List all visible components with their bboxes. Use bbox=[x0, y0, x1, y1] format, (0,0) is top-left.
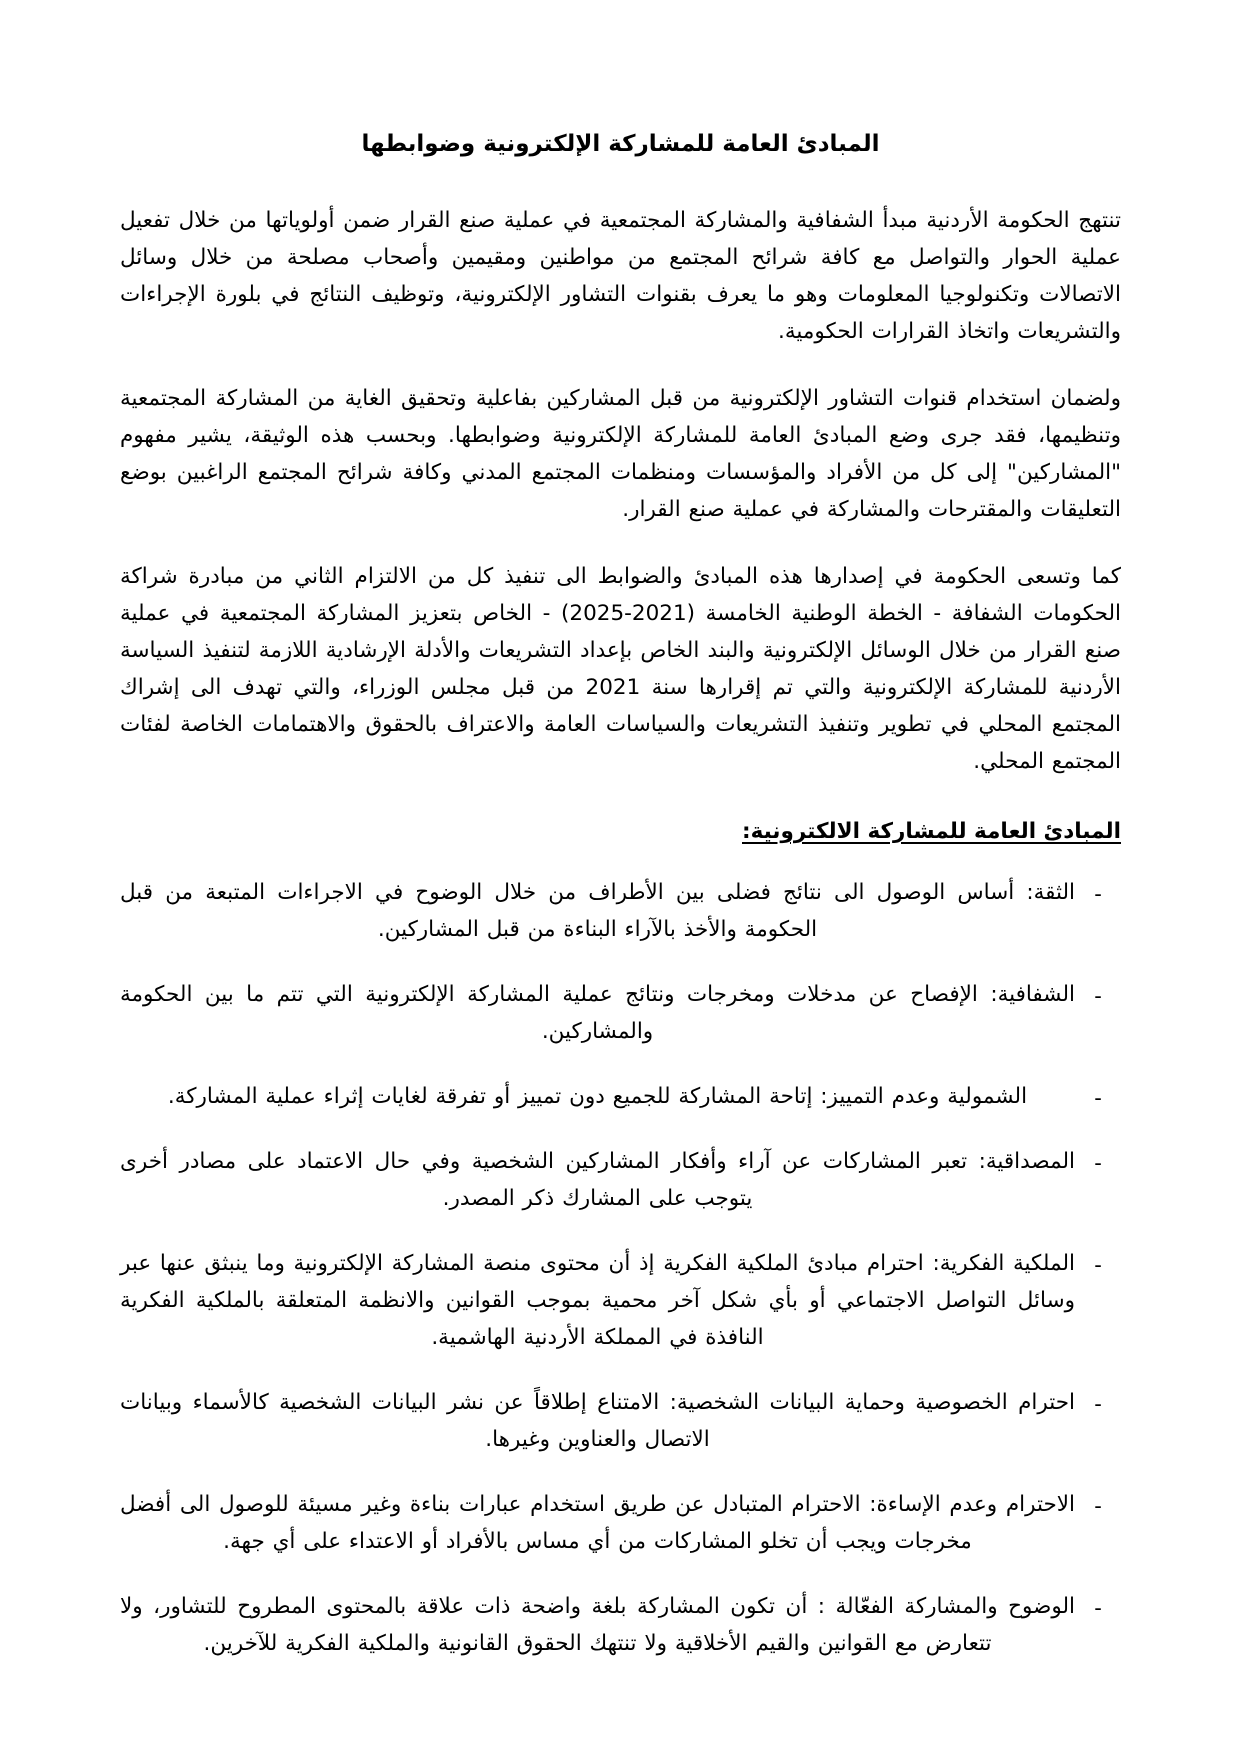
list-item bbox=[120, 1079, 1121, 1116]
list-bullet-marker: - bbox=[1094, 1392, 1102, 1417]
list-bullet-marker: - bbox=[1094, 1151, 1102, 1176]
list-bullet-marker: - bbox=[1094, 1253, 1102, 1278]
list-item-text: الثقة: أساس الوصول الى نتائج فضلى بين الأطراف من خلال الوضوح في الاجراءات المتبعة من قبل الحكومة والأخذ بالآراء البناءة من قبل المشاركين. bbox=[120, 880, 1075, 943]
list-item-text: الشمولية وعدم التمييز: إتاحة المشاركة للجميع دون تمييز أو تفرقة لغايات إثراء عملية المشاركة. bbox=[167, 1084, 1028, 1110]
list-item bbox=[120, 875, 1121, 949]
list-item-text: الاحترام وعدم الإساءة: الاحترام المتبادل عن طريق استخدام عبارات بناءة وغير مسيئة للوصول الى أفضل مخرجات ويجب أن تخلو المشاركات من أي مساس بالأفراد أو الاعتداء على أي جهة. bbox=[120, 1492, 1075, 1555]
list-item bbox=[120, 1246, 1121, 1357]
list-item-text: الملكية الفكرية: احترام مبادئ الملكية الفكرية إذ أن محتوى منصة المشاركة الإلكترونية وما ينبثق عنها عبر وسائل التواصل الاجتماعي أو بأي شكل آخر محمية بموجب القوانين والانظمة المتعلقة بالملكية الفكرية النافذة في المملكة الأردنية الهاشمية. bbox=[120, 1251, 1075, 1351]
list-bullet-marker: - bbox=[1094, 882, 1102, 907]
list-bullet-marker: - bbox=[1094, 984, 1102, 1009]
section-heading-label: المبادئ العامة للمشاركة الالكترونية: bbox=[742, 818, 1121, 844]
intro-paragraph-3: كما وتسعى الحكومة في إصدارها هذه المبادئ والضوابط الى تنفيذ كل من الالتزام الثاني من مبادرة شراكة الحكومات الشفافة - الخطة الوطنية الخامسة (2021-2025) - الخاص بتعزيز المشاركة المجتمعية في عملية صنع القرار من خلال الوسائل الإلكترونية والبند الخاص بإعداد التشريعات والأدلة الإرشادية اللازمة لتنفيذ السياسة الأردنية للمشاركة الإلكترونية والتي تم إقرارها سنة 2021 من قبل مجلس الوزراء، والتي تهدف الى إشراك المجتمع المحلي في تطوير وتنفيذ التشريعات والسياسات العامة والاعتراف بالحقوق والاهتمامات الخاصة لفئات المجتمع المحلي. bbox=[120, 564, 1122, 774]
intro-paragraph-1: تنتهج الحكومة الأردنية مبدأ الشفافية والمشاركة المجتمعية في عملية صنع القرار ضمن أولوياتها من خلال تفعيل عملية الحوار والتواصل مع كافة شرائح المجتمع من مواطنين ومقيمين وأصحاب مصلحة من خلال وسائل الاتصالات وتكنولوجيا المعلومات وهو ما يعرف بقنوات التشاور الإلكترونية، وتوظيف النتائج في بلورة الإجراءات والتشريعات واتخاذ القرارات الحكومية. bbox=[120, 208, 1121, 345]
section-heading bbox=[120, 815, 1121, 849]
list-item bbox=[120, 1487, 1121, 1561]
list-item bbox=[120, 1144, 1121, 1218]
list-item bbox=[120, 1385, 1121, 1459]
list-item bbox=[120, 977, 1121, 1051]
list-bullet-marker: - bbox=[1094, 1086, 1102, 1111]
list-item-text: الوضوح والمشاركة الفعّالة : أن تكون المشاركة بلغة واضحة ذات علاقة بالمحتوى المطروح للتشاور، ولا تتعارض مع القوانين والقيم الأخلاقية ولا تنتهك الحقوق القانونية والملكية الفكرية للآخرين. bbox=[120, 1594, 1075, 1656]
principles-list bbox=[120, 875, 1121, 1663]
list-item-text: احترام الخصوصية وحماية البيانات الشخصية: الامتناع إطلاقاً عن نشر البيانات الشخصية كالأسماء وبيانات الاتصال والعناوين وغيرها. bbox=[120, 1390, 1075, 1453]
list-item bbox=[120, 1589, 1121, 1663]
intro-paragraph-2: ولضمان استخدام قنوات التشاور الإلكترونية من قبل المشاركين بفاعلية وتحقيق الغاية من المشاركة المجتمعية وتنظيمها، فقد جرى وضع المبادئ العامة للمشاركة الإلكترونية وضوابطها. وبحسب هذه الوثيقة، يشير مفهوم "المشاركين" إلى كل من الأفراد والمؤسسات ومنظمات المجتمع المدني وكافة شرائح المجتمع الراغبين بوضع التعليقات والمقترحات والمشاركة في عملية صنع القرار. bbox=[120, 386, 1121, 523]
list-item-text: المصداقية: تعبر المشاركات عن آراء وأفكار المشاركين الشخصية وفي حال الاعتماد على مصادر أخرى يتوجب على المشارك ذكر المصدر. bbox=[120, 1149, 1075, 1212]
list-bullet-marker: - bbox=[1094, 1596, 1102, 1620]
page-title: المبادئ العامة للمشاركة الإلكترونية وضوابطها bbox=[361, 131, 880, 157]
list-item-text: الشفافية: الإفصاح عن مدخلات ومخرجات ونتائج عملية المشاركة الإلكترونية التي تتم ما بين الحكومة والمشاركين. bbox=[120, 982, 1075, 1045]
list-bullet-marker: - bbox=[1094, 1494, 1102, 1519]
